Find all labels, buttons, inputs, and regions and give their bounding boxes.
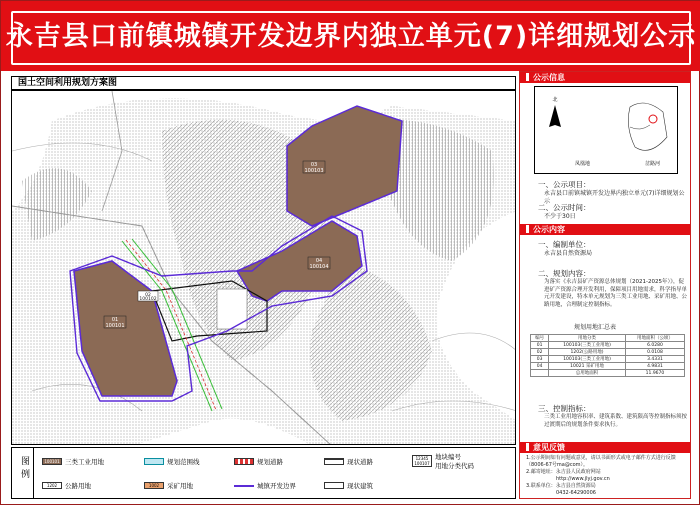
unit-label: 一、编制单位： xyxy=(538,240,591,249)
feedback-line: 3.联系单位：永吉县自然资源局 xyxy=(526,483,596,489)
table-header-row xyxy=(531,335,685,342)
parcel-03-code: 03 xyxy=(310,162,318,168)
parcel-01-id: 100101 xyxy=(105,323,125,329)
location-marker-icon xyxy=(649,115,657,123)
info-header-text: 公示信息 xyxy=(533,73,565,82)
map-legend xyxy=(11,447,516,499)
feedback-line: 1.公示期间如有问题或意见，请以书面形式或电子邮件方式进行反馈（8006-67号ma@com）。 xyxy=(526,455,676,468)
table-cell: 04 xyxy=(531,363,549,370)
locator-place-a: 凤凰地 xyxy=(575,161,591,167)
legend-swatch-parcel-id xyxy=(412,455,432,467)
unit-value: 永吉县自然资源局 xyxy=(544,250,593,257)
map-canvas xyxy=(12,91,516,445)
legend-label xyxy=(12,448,34,498)
table-row xyxy=(531,349,685,356)
table-header: 编号 xyxy=(531,335,549,342)
parcel-02-id: 100102 xyxy=(139,297,157,302)
table-cell: 11.9670 xyxy=(625,370,684,377)
parcel-04-id: 100104 xyxy=(309,264,329,270)
legend-parcel-number: 12345 xyxy=(415,456,429,461)
basis-text: 为落实《永吉县矿产资源总体规划（2021-2025年）》，促进矿产资源合理开发利用，保障项目用地需求，科学指导单元开发建设，特本单元规划为三类工业用地、采矿用地、公路用地，合理制定控制指标。 xyxy=(544,279,688,308)
legend-text-landcode: 用地分类代码 xyxy=(435,462,474,470)
table-row xyxy=(531,363,685,370)
legend-text-highway: 公路用地 xyxy=(65,482,91,490)
content-header xyxy=(520,224,690,235)
table-cell: 02 xyxy=(531,349,549,356)
legend-text-mining: 采矿用地 xyxy=(167,482,193,490)
feedback-header xyxy=(520,442,690,453)
title-banner xyxy=(1,1,700,71)
legend-swatch-planned-road xyxy=(234,458,254,465)
legend-text-existing-road: 现状道路 xyxy=(347,458,373,466)
control-text: 三类工业用地容积率、建筑系数、建筑限高等控制指标须按过渡期后的规划条件要求执行。 xyxy=(544,414,688,428)
project-value: 永吉县口前镇城镇开发边界内独立单元(7)详细规划公示 xyxy=(544,190,685,205)
legend-text-town-boundary: 城镇开发边界 xyxy=(257,482,296,490)
legend-text-industrial: 三类工业用地 xyxy=(65,458,104,466)
table-row xyxy=(531,356,685,363)
legend-text-range: 规划范围线 xyxy=(167,458,200,466)
legend-swatch-town-boundary xyxy=(234,485,254,487)
project-label: 一、公示项目： xyxy=(538,180,591,189)
table-cell: 03 xyxy=(531,356,549,363)
content-header-text: 公示内容 xyxy=(533,225,565,234)
table-row xyxy=(531,342,685,349)
parcel-01-code: 01 xyxy=(111,317,119,323)
time-value: 不少于30日 xyxy=(544,213,576,220)
legend-item-industrial xyxy=(42,457,104,466)
feedback-line: 2.邮寄地址：永吉县人民政府网站 xyxy=(526,469,601,475)
map-title: 国土空间利用规划方案图 xyxy=(11,76,516,90)
land-summary-table xyxy=(530,334,685,377)
legend-item-mining xyxy=(144,481,193,490)
parcel-04-code: 04 xyxy=(315,258,323,264)
legend-parcel-landcode: 100107 xyxy=(414,461,430,466)
legend-item-range xyxy=(144,457,200,466)
legend-item-parcel-id xyxy=(412,452,474,470)
legend-swatch-highway: 1202 xyxy=(42,482,62,489)
legend-swatch-building xyxy=(324,482,344,489)
legend-text-building: 现状建筑 xyxy=(347,482,373,490)
legend-swatch-existing-road xyxy=(324,458,344,465)
table-cell: 4.9831 xyxy=(625,363,684,370)
time-label: 二、公示时间： xyxy=(538,203,591,212)
legend-swatch-range xyxy=(144,458,164,465)
table-cell: 100103(三类工业用地) xyxy=(549,356,626,363)
feedback-block xyxy=(526,455,688,497)
feedback-url-link[interactable]: http://www.jlyj.gov.cn xyxy=(556,476,610,482)
table-cell: 0.0108 xyxy=(625,349,684,356)
north-label: 北 xyxy=(552,97,558,103)
table-cell: 10021 采矿用地 xyxy=(549,363,626,370)
legend-item-town-boundary xyxy=(234,481,296,490)
parcel-03-id: 100103 xyxy=(304,168,324,174)
table-cell xyxy=(531,370,549,377)
legend-item-highway xyxy=(42,481,91,490)
info-sidebar xyxy=(519,71,691,499)
locator-place-b: 岔路河 xyxy=(645,161,661,167)
table-cell: 01 xyxy=(531,342,549,349)
table-cell: 3.4331 xyxy=(625,356,684,363)
legend-item-building xyxy=(324,481,373,490)
feedback-phone: 0432-64290006 xyxy=(556,490,596,496)
feedback-header-text: 意见反馈 xyxy=(533,443,565,452)
page-title: 永吉县口前镇城镇开发边界内独立单元(7)详细规划公示 xyxy=(5,20,697,52)
legend-text-planned-road: 规划道路 xyxy=(257,458,283,466)
table-header: 用地面积（公顷） xyxy=(625,335,684,342)
table-cell: 总用地面积 xyxy=(549,370,626,377)
info-header xyxy=(520,72,690,83)
table-cell: 100103(三类工业用地) xyxy=(549,342,626,349)
parcel-02-code: 02 xyxy=(145,293,151,298)
legend-swatch-industrial: 100101 xyxy=(42,458,62,465)
legend-swatch-mining: 1002 xyxy=(144,482,164,489)
north-arrow-icon xyxy=(549,105,561,127)
table-title: 规划用地汇总表 xyxy=(574,324,617,331)
legend-item-planned-road xyxy=(234,457,283,466)
control-label: 三、控制指标： xyxy=(538,404,591,413)
legend-text-parcel-number: 地块编号 xyxy=(435,453,461,461)
locator-map xyxy=(534,86,678,174)
table-cell: 6.0280 xyxy=(625,342,684,349)
table-cell: 1202(公路用地) xyxy=(549,349,626,356)
legend-item-existing-road xyxy=(324,457,373,466)
basis-label: 二、规划内容： xyxy=(538,269,591,278)
planning-map xyxy=(11,90,516,445)
legend-label-text: 图例 xyxy=(20,457,30,480)
table-header: 用地分类 xyxy=(549,335,626,342)
table-row xyxy=(531,370,685,377)
